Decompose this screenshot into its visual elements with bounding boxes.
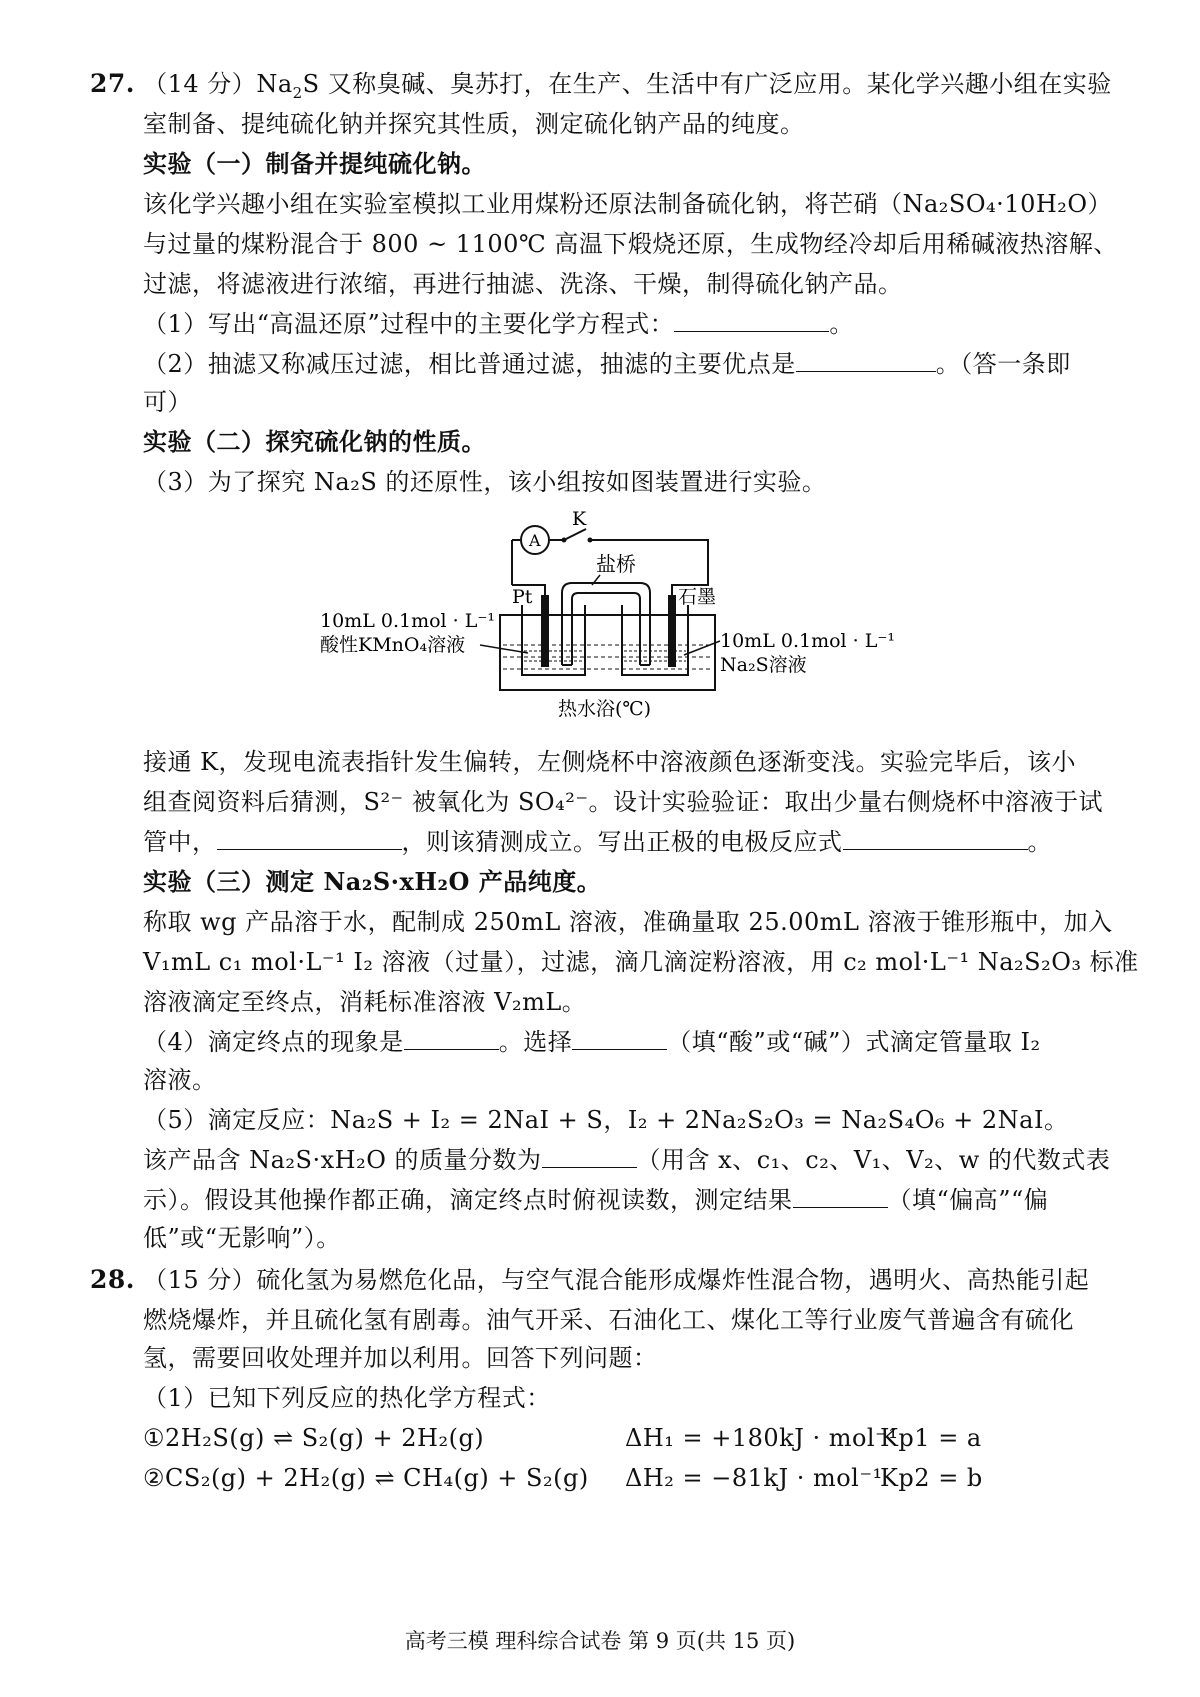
exp1-title: 实验（一）制备并提纯硫化钠。 <box>143 149 486 178</box>
q27-sub5-line-4: 低”或“无影响”）。 <box>143 1224 341 1252</box>
electrochemical-cell-diagram <box>300 505 900 725</box>
q27-intro: S 又称臭碱、臭苏打，在生产、生活中有广泛应用。某化学兴趣小组在实验 <box>302 70 1112 98</box>
salt-bridge-outer <box>562 583 650 665</box>
q27-sub3: （3）为了探究 Na₂S 的还原性，该小组按如图装置进行实验。 <box>143 468 827 496</box>
page-footer: 高考三模 理科综合试卷 第 9 页(共 15 页) <box>404 1629 796 1653</box>
q27-line-1: 27. （14 分）$Na_2S$ 又称臭碱、臭苏打，在生产、生活中有广泛应用。某化学兴趣小组在实验 <box>90 69 1112 102</box>
q27-p3-line-2: 组查阅资料后猜测，S²⁻ 被氧化为 SO₄²⁻。设计实验验证：取出少量右侧烧杯中溶液于试 <box>143 788 1104 816</box>
q27-sub2-end: 。（答一条即 <box>935 350 1071 378</box>
salt-bridge-inner <box>572 593 640 665</box>
q27-p3-text-b: ，则该猜测成立。写出正极的电极反应式 <box>401 828 843 856</box>
q27-sub5-text-d: （填“偏高”“偏 <box>887 1186 1049 1214</box>
exp2-title: 实验（二）探究硫化钠的性质。 <box>143 427 486 456</box>
exp3-para-2: V₁mL c₁ mol·L⁻¹ I₂ 溶液（过量），过滤，滴几滴淀粉溶液，用 c₂ mol·L⁻¹ Na₂S₂O₃ 标准 <box>143 948 1139 976</box>
q27-sub2-text: （2）抽滤又称减压过滤，相比普通过滤，抽滤的主要优点是 <box>143 350 796 378</box>
q27-sub2-cont: 可） <box>143 388 192 416</box>
q27-sub4 <box>143 1020 1041 1064</box>
q27-sub5-line-2 <box>143 1138 1110 1182</box>
q28-eq2-dh: ΔH₂ = −81kJ · mol⁻¹ <box>625 1464 883 1492</box>
q27-p3-line-1: 接通 K，发现电流表指针发生偏转，左侧烧杯中溶液颜色逐渐变浅。实验完毕后，该小 <box>143 748 1077 776</box>
q28-eq2: ②CS₂(g) + 2H₂(g) ⇌ CH₄(g) + S₂(g) <box>143 1464 589 1492</box>
q27-number: 27. <box>90 69 135 98</box>
q28-eq1-dh: ΔH₁ = +180kJ · mol⁻¹ <box>625 1424 899 1452</box>
right-solution-label-1: 10mL 0.1mol · L⁻¹ <box>720 630 895 652</box>
exp3-para-3: 溶液滴定至终点，消耗标准溶液 V₂mL。 <box>143 988 587 1016</box>
q27-sub5-text-b: （用含 x、c₁、c₂、V₁、V₂、w 的代数式表 <box>636 1146 1111 1174</box>
q27-sub5-text-c: 示）。假设其他操作都正确，滴定终点时俯视读数，测定结果 <box>143 1186 793 1214</box>
right-solution-label-2: Na₂S溶液 <box>720 654 807 676</box>
q28-eq2-k: Kp2 = b <box>880 1464 983 1492</box>
water-bath <box>500 615 715 690</box>
q28-eq1-k: Kp1 = a <box>880 1424 982 1452</box>
q27-sub4-cont: 溶液。 <box>143 1066 217 1094</box>
left-solution-label-1: 10mL 0.1mol · L⁻¹ <box>320 610 495 632</box>
q27-sub2 <box>143 342 1071 386</box>
exp1-para-1: 该化学兴趣小组在实验室模拟工业用煤粉还原法制备硫化钠，将芒硝（Na₂SO₄·10H₂O） <box>143 190 1113 218</box>
q28-score: （15 分） <box>143 1266 257 1294</box>
exp1-para-2: 与过量的煤粉混合于 800 ~ 1100℃ 高温下煅烧还原，生成物经冷却后用稀碱液热溶解、 <box>143 230 1118 258</box>
q27-sub4-text-a: （4）滴定终点的现象是 <box>143 1028 404 1056</box>
exp1-para-3: 过滤，将滤液进行浓缩，再进行抽滤、洗涤、干燥，制得硫化钠产品。 <box>143 270 903 298</box>
graphite-label: 石墨 <box>678 586 717 608</box>
pt-electrode <box>541 595 549 667</box>
q27-sub4-text-b: 。选择 <box>498 1028 573 1056</box>
q27-score: （14 分） <box>143 70 257 98</box>
q27-p3-text-c: 。 <box>1027 828 1052 856</box>
ammeter-label: A <box>529 531 541 550</box>
q28-number: 28. <box>90 1265 135 1294</box>
q28-intro-2: 燃烧爆炸，并且硫化氢有剧毒。油气开采、石油化工、煤化工等行业废气普遍含有硫化 <box>143 1306 1074 1334</box>
answer-blank-6[interactable] <box>572 1023 667 1050</box>
bath-label: 热水浴(℃) <box>558 698 652 720</box>
q27-sub5-text-a: 该产品含 Na₂S·xH₂O 的质量分数为 <box>143 1146 542 1174</box>
q27-p3-text-a: 管中， <box>143 828 217 856</box>
q27-sub1-text: （1）写出“高温还原”过程中的主要化学方程式： <box>143 310 675 338</box>
switch-contact <box>588 538 593 543</box>
q27-p3-line-3 <box>143 820 1052 864</box>
salt-bridge-label: 盐桥 <box>596 552 636 576</box>
q27-intro-na: Na <box>256 70 293 98</box>
exp3-title: 实验（三）测定 Na₂S·xH₂O 产品纯度。 <box>143 867 602 896</box>
q28-intro-3: 氢，需要回收处理并加以利用。回答下列问题： <box>143 1344 658 1372</box>
q28-sub1: （1）已知下列反应的热化学方程式： <box>143 1384 551 1412</box>
q28-eq1: ①2H₂S(g) ⇌ S₂(g) + 2H₂(g) <box>143 1424 485 1452</box>
switch-k-icon[interactable] <box>564 529 586 540</box>
answer-blank-1[interactable] <box>674 305 829 332</box>
left-solution-pointer <box>480 645 528 653</box>
answer-blank-7[interactable] <box>542 1141 637 1168</box>
q27-intro-2: 室制备、提纯硫化钠并探究其性质，测定硫化钠产品的纯度。 <box>143 110 805 138</box>
answer-blank-3[interactable] <box>217 823 402 850</box>
answer-blank-8[interactable] <box>793 1181 888 1208</box>
q27-sub1-end: 。 <box>829 310 854 338</box>
left-solution-label-2: 酸性KMnO₄溶液 <box>320 634 466 656</box>
answer-blank-4[interactable] <box>843 823 1028 850</box>
switch-label: K <box>572 508 587 530</box>
pt-label: Pt <box>512 586 533 608</box>
exp3-para-1: 称取 wg 产品溶于水，配制成 250mL 溶液，准确量取 25.00mL 溶液于锥形瓶中，加入 <box>143 908 1113 936</box>
q27-sub1 <box>143 302 854 346</box>
q28-intro-1: 硫化氢为易燃危化品，与空气混合能形成爆炸性混合物，遇明火、高热能引起 <box>256 1266 1090 1294</box>
answer-blank-5[interactable] <box>404 1023 499 1050</box>
q27-sub4-text-c: （填“酸”或“碱”）式滴定管量取 I₂ <box>667 1028 1041 1056</box>
answer-blank-2[interactable] <box>796 345 936 372</box>
graphite-electrode <box>668 595 676 667</box>
q27-sub5-line-1: （5）滴定反应：Na₂S + I₂ = 2NaI + S，I₂ + 2Na₂S₂O₃ = Na₂S₄O₆ + 2NaI。 <box>143 1106 1069 1134</box>
q28-line-1 <box>90 1258 1089 1302</box>
